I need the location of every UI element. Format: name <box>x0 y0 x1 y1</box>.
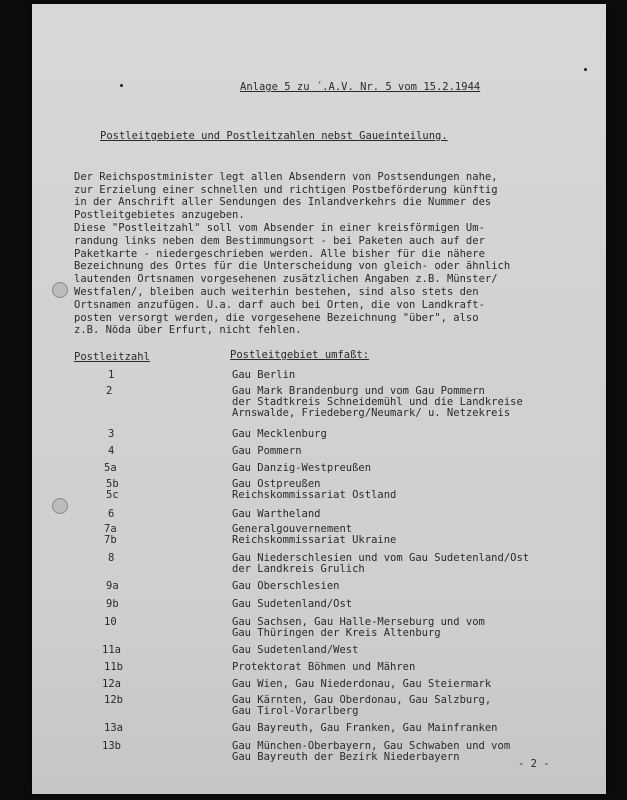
paragraph-line: Westfalen/, bleiben auch weiterhin bestehen, sind also stets den <box>74 286 479 298</box>
postleitgebiet-text: Gau Oberschlesien <box>232 580 340 592</box>
postleitgebiet-text: Gau Thüringen der Kreis Altenburg <box>232 627 441 639</box>
paragraph-line: Diese "Postleitzahl" soll vom Absender in einer kreisförmigen Um- <box>74 222 485 234</box>
postleitzahl-code: 11a <box>102 644 121 656</box>
postleitgebiet-text: Gau Niederschlesien und vom Gau Sudetenland/Ost <box>232 552 530 564</box>
postleitzahl-code: 9b <box>106 598 119 610</box>
postleitzahl-code: 4 <box>108 445 115 457</box>
punch-hole <box>52 282 68 298</box>
postleitzahl-code: 7a <box>104 523 117 535</box>
postleitzahl-code: 10 <box>104 616 117 628</box>
postleitzahl-code: 9a <box>106 580 119 592</box>
postleitzahl-code: 7b <box>104 534 117 546</box>
paragraph-line: posten versorgt werden, die vorgesehene Bezeichnung "über", also <box>74 311 479 324</box>
postleitgebiet-text: Gau Sudetenland/West <box>232 644 359 656</box>
postleitgebiet-text: Gau Sudetenland/Ost <box>232 598 353 610</box>
postleitgebiet-text: Gau Wien, Gau Niederdonau, Gau Steiermark <box>232 678 492 690</box>
postleitzahl-code: 5b <box>106 478 119 490</box>
paragraph-line: randung links neben dem Bestimmungsort - bei Paketen auch auf der <box>74 234 485 247</box>
postleitgebiet-text: Reichskommissariat Ostland <box>232 489 397 501</box>
postleitzahl-code: 3 <box>108 428 115 440</box>
postleitgebiet-text: Gau München-Oberbayern, Gau Schwaben und vom <box>232 740 511 752</box>
postleitzahl-code: 1 <box>108 369 115 381</box>
postleitgebiet-text: Gau Bayreuth, Gau Franken, Gau Mainfranken <box>232 722 498 734</box>
column-header-postleitgebiet: Postleitgebiet umfaßt: <box>230 349 370 361</box>
postleitgebiet-text: Gau Sachsen, Gau Halle-Merseburg und vom <box>232 616 485 628</box>
paragraph-line: lautenden Ortsnamen vorgesehenen zusätzlichen Angaben z.B. Münster/ <box>74 273 498 286</box>
document-header: Anlage 5 zu ´.A.V. Nr. 5 vom 15.2.1944 <box>240 81 481 93</box>
postleitgebiet-text: Gau Bayreuth der Bezirk Niederbayern <box>232 751 460 763</box>
paragraph-line: z.B. Nöda über Erfurt, nicht fehlen. <box>74 324 302 337</box>
postleitzahl-code: 6 <box>108 508 115 520</box>
postleitzahl-code: 13b <box>102 740 121 752</box>
postleitgebiet-text: Protektorat Böhmen und Mähren <box>232 661 416 673</box>
postleitgebiet-text: Reichskommissariat Ukraine <box>232 534 397 546</box>
postleitgebiet-text: Gau Danzig-Westpreußen <box>232 462 372 474</box>
postleitzahl-code: 11b <box>104 661 123 673</box>
postleitgebiet-text: Gau Mark Brandenburg und vom Gau Pommern <box>232 385 485 397</box>
postleitzahl-code: 8 <box>108 552 115 564</box>
postleitgebiet-text: der Stadtkreis Schneidemühl und die Landkreise <box>232 396 523 408</box>
postleitgebiet-text: Gau Tirol-Vorarlberg <box>232 705 359 717</box>
page-number: - 2 - <box>518 758 550 770</box>
paragraph-line: Paketkarte - niedergeschrieben werden. Alle bisher für die nähere <box>74 247 485 260</box>
postleitgebiet-text: Gau Pommern <box>232 445 302 457</box>
postleitgebiet-text: Generalgouvernement <box>232 523 353 535</box>
postleitzahl-code: 2 <box>106 385 113 397</box>
postleitzahl-code: 12a <box>102 678 121 690</box>
postleitzahl-code: 5c <box>106 489 119 501</box>
punch-hole <box>52 498 68 514</box>
ink-dot <box>120 84 123 87</box>
postleitgebiet-text: Gau Wartheland <box>232 508 321 520</box>
ink-dot <box>584 68 587 71</box>
postleitgebiet-text: Gau Mecklenburg <box>232 428 327 440</box>
postleitgebiet-text: Gau Ostpreußen <box>232 478 321 490</box>
paragraph-line: Der Reichspostminister legt allen Absendern von Postsendungen nahe, <box>74 171 498 183</box>
paragraph-line: Postleitgebietes anzugeben. <box>74 208 245 221</box>
document-page <box>32 4 606 794</box>
postleitgebiet-text: Gau Berlin <box>232 369 296 381</box>
paragraph-line: Bezeichnung des Ortes für die Unterscheidung von gleich- oder ähnlich <box>74 260 511 273</box>
document-title: Postleitgebiete und Postleitzahlen nebst Gaueinteilung. <box>100 130 448 142</box>
paragraph-line: in der Anschrift aller Sendungen des Inlandverkehrs die Nummer des <box>74 196 492 209</box>
postleitgebiet-text: der Landkreis Grulich <box>232 563 365 575</box>
postleitgebiet-text: Arnswalde, Friedeberg/Neumark/ u. Netzekreis <box>232 407 511 419</box>
column-header-postleitzahl: Postleitzahl <box>74 351 150 363</box>
postleitzahl-code: 5a <box>104 462 117 474</box>
postleitzahl-code: 13a <box>104 722 123 734</box>
postleitgebiet-text: Gau Kärnten, Gau Oberdonau, Gau Salzburg, <box>232 694 492 706</box>
paragraph-line: Ortsnamen anzufügen. U.a. darf auch bei Orten, die von Landkraft- <box>74 298 485 311</box>
paragraph-line: zur Erzielung einer schnellen und richtigen Postbeförderung künftig <box>74 183 498 196</box>
postleitzahl-code: 12b <box>104 694 123 706</box>
